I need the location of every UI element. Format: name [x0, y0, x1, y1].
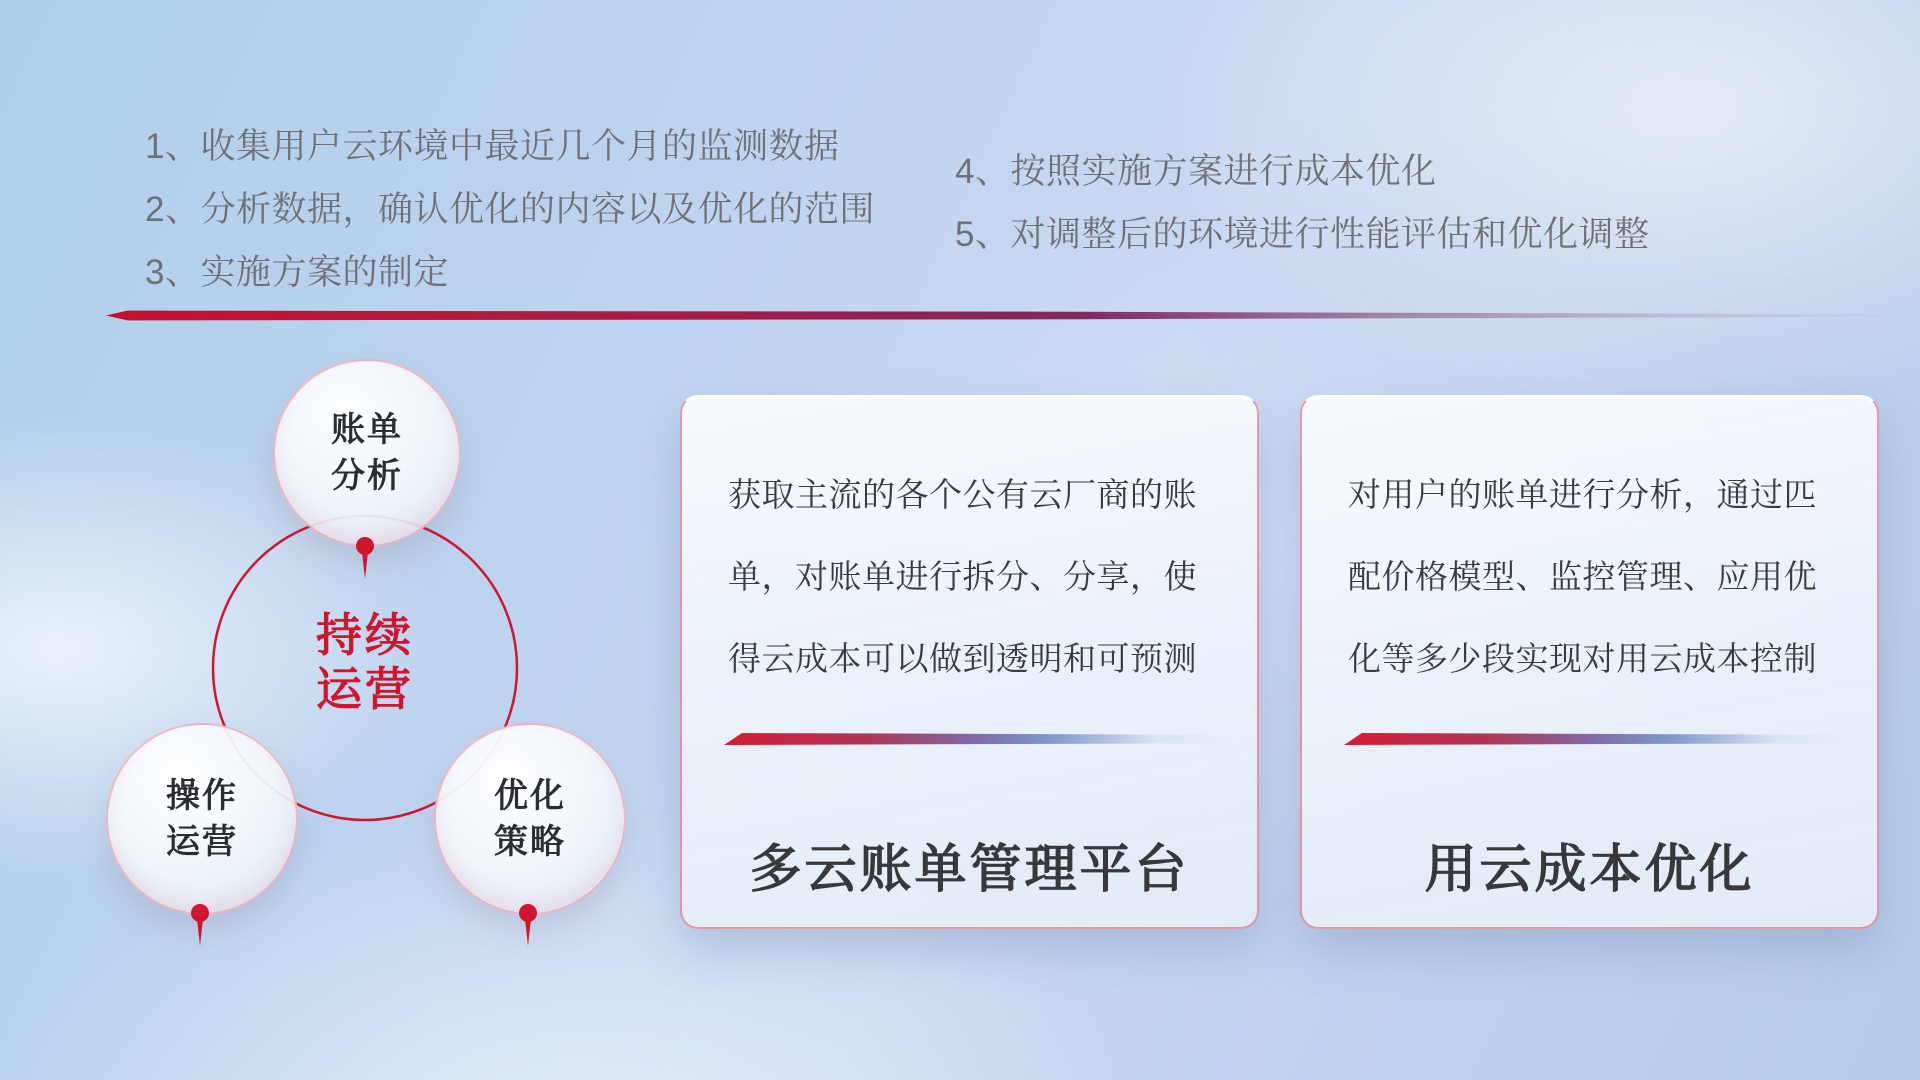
step-item-4: 4、按照实施方案进行成本优化	[955, 152, 1437, 191]
pin-marker-icon	[356, 537, 374, 555]
info-card-cost-optimization	[1300, 395, 1879, 929]
pin-marker-icon	[191, 904, 209, 922]
card-title: 用云成本优化	[1424, 841, 1755, 899]
pin-marker-icon	[519, 904, 537, 922]
step-item-1: 1、收集用户云环境中最近几个月的监测数据	[145, 127, 840, 166]
card-body-line: 配价格模型、监控管理、应用优	[1348, 558, 1817, 595]
card-body	[1348, 454, 1837, 700]
cycle-node-label: 优化 策略	[494, 777, 566, 861]
divider-swoosh	[106, 310, 1878, 321]
step-item-2: 2、分析数据，确认优化的内容以及优化的范围	[145, 190, 875, 229]
info-card-bill-platform	[680, 395, 1259, 929]
step-item-5: 5、对调整后的环境进行性能评估和优化调整	[955, 215, 1650, 254]
cycle-node-bill-analysis	[273, 359, 461, 547]
card-body-line: 得云成本可以做到透明和可预测	[728, 640, 1197, 677]
card-body-line: 化等多少段实现对用云成本控制	[1348, 640, 1817, 677]
card-body-line: 对用户的账单进行分析，通过匹	[1348, 476, 1817, 513]
card-title: 多云账单管理平台	[749, 841, 1190, 899]
card-body-line: 获取主流的各个公有云厂商的账	[728, 476, 1197, 513]
step-item-3: 3、实施方案的制定	[145, 253, 449, 292]
card-body-line: 单，对账单进行拆分、分享，使	[728, 558, 1197, 595]
cycle-node-label: 账单 分析	[331, 411, 403, 495]
cycle-center-label: 持续 运营	[316, 609, 414, 715]
cycle-node-optimization	[434, 723, 626, 915]
card-divider	[724, 733, 1231, 745]
card-body	[728, 454, 1217, 700]
cycle-node-label: 操作 运营	[166, 777, 238, 861]
card-divider	[1344, 733, 1851, 745]
cycle-node-operation	[106, 723, 298, 915]
